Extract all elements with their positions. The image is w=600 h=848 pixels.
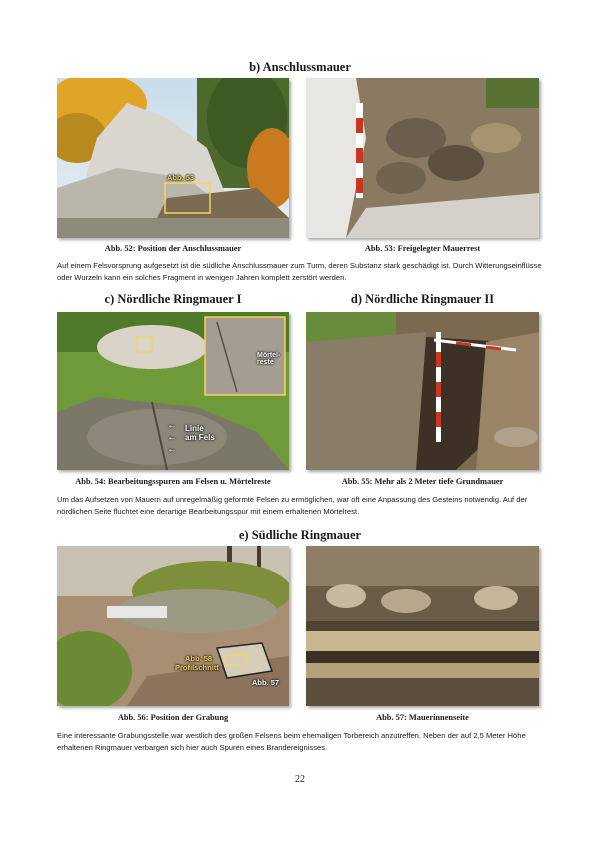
abb-57-marker: Abb. 57 <box>252 678 280 687</box>
caption-abb-52: Abb. 52: Position der Anschlussmauer <box>104 244 242 253</box>
page-number: 22 <box>295 774 305 785</box>
paragraph-3: Eine interessante Grabungsstelle war westlich des großen Felsens beim ehemaligen Torbereich anzutreffen. Neben der auf 2,5 Meter Höhe erhaltenen Ringmauer verbargen sich hier auch Spuren eines Brandereignisses. <box>57 731 526 752</box>
photo-abb-56 <box>57 546 289 706</box>
arrow-icon: ← ← ← <box>167 420 177 455</box>
section-heading-b: b) Anschlussmauer <box>249 60 351 74</box>
profilschnitt-marker: Profilschnitt <box>175 663 219 672</box>
abb-53-marker: Abb. 53 <box>167 173 195 182</box>
paragraph-1: Auf einem Felsvorsprung aufgesetzt ist die südliche Anschlussmauer zum Turm, deren Substanz stark geschädigt ist. Durch Witterungseinflüsse oder Wurzeln kann ein solches Fragment in wenigen Jahren komplett zerstört werden. <box>57 261 542 282</box>
photo-abb-52 <box>57 78 289 238</box>
abb-58-marker: Abb. 58 <box>185 654 213 663</box>
caption-abb-57: Abb. 57: Mauerinnenseite <box>376 713 469 722</box>
photo-abb-55 <box>306 312 539 470</box>
caption-abb-56: Abb. 56: Position der Grabung <box>117 713 229 722</box>
section-heading-c: c) Nördliche Ringmauer I <box>104 292 242 306</box>
caption-abb-55: Abb. 55: Mehr als 2 Meter tiefe Grundmauer <box>341 477 504 486</box>
linie-am-fels-label: Linie am Fels <box>185 424 215 442</box>
paragraph-2: Um das Aufsetzen von Mauern auf unregelmäßig geformte Felsen zu ermöglichen, war oft eine Anpassung des Gesteins notwendig. Auf der nördlichen Seite fluchtet eine derartige Bearbeitungsspur mit einem erhaltenen Mörtelrest. <box>57 495 528 516</box>
section-heading-d: d) Nördliche Ringmauer II <box>350 292 495 306</box>
photo-abb-57 <box>306 546 539 706</box>
photo-abb-54 <box>57 312 289 470</box>
caption-abb-53: Abb. 53: Freigelegter Mauerrest <box>364 244 481 253</box>
photo-abb-53 <box>306 78 539 238</box>
section-heading-e: e) Südliche Ringmauer <box>238 528 362 542</box>
caption-abb-54: Abb. 54: Bearbeitungsspuren am Felsen u. Mörtelreste <box>75 477 271 486</box>
moertelreste-label: Mörtel- reste <box>257 352 281 366</box>
